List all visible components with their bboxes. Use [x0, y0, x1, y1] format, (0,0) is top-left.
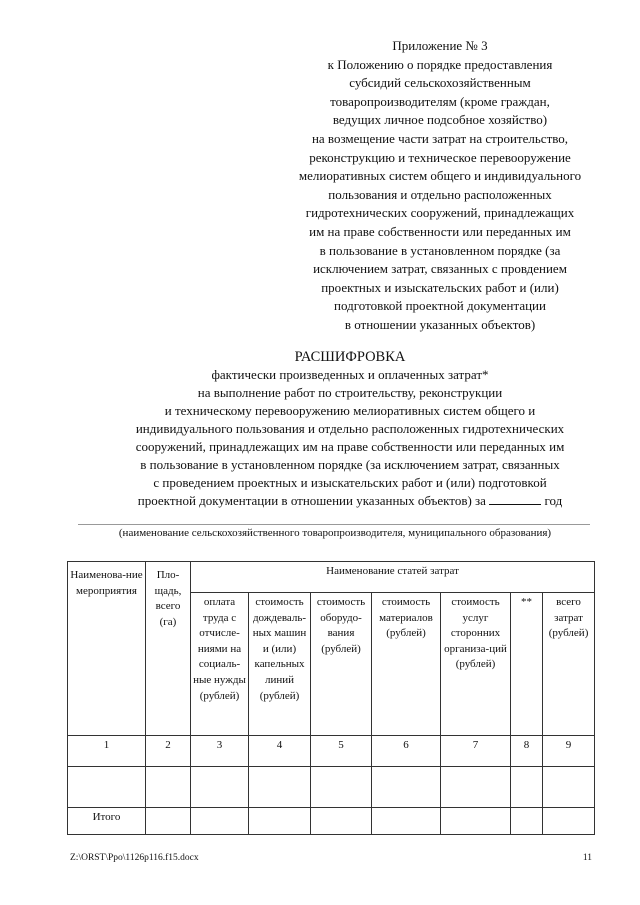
appendix-line: реконструкцию и техническое перевооружение: [309, 149, 571, 165]
footer-file-path: Z:\ORST\Ppo\1126p116.f15.docx: [70, 853, 199, 863]
subtitle-line: с проведением проектных и изыскательских работ и (или) подготовкой: [153, 475, 547, 490]
appendix-line: субсидий сельскохозяйственным: [349, 75, 531, 91]
header-event-name: Наименова-ние мероприятия: [68, 562, 146, 736]
document-title: РАСШИФРОВКА: [294, 349, 406, 365]
column-number: 9: [543, 736, 595, 767]
appendix-line: мелиоративных систем общего и индивидуального: [298, 168, 582, 184]
appendix-line: подготовкой проектной документации: [334, 298, 546, 314]
document-subtitle: [40, 366, 640, 510]
table-cell[interactable]: [311, 808, 372, 835]
table-cell[interactable]: [511, 808, 543, 835]
appendix-line: на возмещение части затрат на строительство,: [311, 130, 569, 146]
header-labor-cost: оплата труда с отчисле-ниями на социаль-ные нужды (рублей): [191, 593, 249, 736]
table-cell[interactable]: [372, 767, 441, 808]
year-blank-field[interactable]: [489, 492, 541, 505]
appendix-line: в отношении указанных объектов): [344, 316, 536, 332]
appendix-line: к Положению о порядке предоставления: [327, 56, 553, 72]
header-other-cost: **: [511, 593, 543, 736]
subtitle-line: и техническому перевооружению мелиоративных систем общего и: [164, 403, 536, 418]
column-number-row: [68, 736, 595, 767]
subtitle-line: сооружений, принадлежащих им на праве собственности или переданных им: [135, 439, 565, 454]
subtitle-line: индивидуального пользования и отдельно расположенных гидротехнических: [135, 421, 565, 436]
subtitle-line: в пользование в установленном порядке (за исключением затрат, связанных: [140, 457, 560, 472]
organization-name-line[interactable]: [78, 524, 590, 525]
column-number: 8: [511, 736, 543, 767]
column-number: 3: [191, 736, 249, 767]
table-cell[interactable]: [146, 808, 191, 835]
table-cell[interactable]: [68, 767, 146, 808]
appendix-line: ведущих личное подсобное хозяйство): [332, 112, 548, 128]
table-cell[interactable]: [543, 808, 595, 835]
header-equipment-cost: стоимость оборудо-вания (рублей): [311, 593, 372, 736]
table-cell[interactable]: [146, 767, 191, 808]
header-sprinkler-cost: стоимость дождеваль-ных машин и (или) капельных линий (рублей): [249, 593, 311, 736]
table-cell[interactable]: [511, 767, 543, 808]
table-cell[interactable]: [191, 808, 249, 835]
subtitle-line: на выполнение работ по строительству, реконструкции: [197, 385, 503, 400]
header-cost-items: Наименование статей затрат: [191, 562, 595, 593]
subtitle-last-line: [40, 492, 640, 510]
table-cell[interactable]: [543, 767, 595, 808]
page-number: 11: [582, 853, 592, 863]
table-cell[interactable]: [372, 808, 441, 835]
column-number: 2: [146, 736, 191, 767]
table-cell[interactable]: [191, 767, 249, 808]
appendix-line: Приложение № 3: [392, 38, 488, 53]
table-cell[interactable]: [441, 767, 511, 808]
appendix-line: товаропроизводителям (кроме граждан,: [330, 93, 550, 109]
table-cell[interactable]: [249, 767, 311, 808]
cost-breakdown-table: [67, 561, 595, 835]
column-number: 4: [249, 736, 311, 767]
table-cell[interactable]: [441, 808, 511, 835]
appendix-line: в пользование в установленном порядке (за: [319, 242, 561, 258]
total-label: Итого: [68, 808, 146, 835]
column-number: 5: [311, 736, 372, 767]
year-label: год: [544, 493, 563, 508]
total-row: [68, 808, 595, 835]
appendix-header: [280, 37, 600, 335]
table-row: [68, 767, 595, 808]
appendix-line: им на праве собственности или переданных им: [309, 223, 571, 239]
subtitle-last-line-text: проектной документации в отношении указанных объектов) за: [137, 493, 486, 508]
table-header-row: [68, 562, 595, 593]
table-cell[interactable]: [311, 767, 372, 808]
column-number: 7: [441, 736, 511, 767]
table-cell[interactable]: [249, 808, 311, 835]
subtitle-line: фактически произведенных и оплаченных затрат*: [211, 367, 489, 382]
organization-caption: (наименование сельскохозяйственного товаропроизводителя, муниципального образования): [118, 527, 552, 539]
appendix-line: пользования и отдельно расположенных: [328, 186, 552, 202]
appendix-line: проектных и изыскательских работ и (или): [321, 279, 559, 295]
header-area: Пло-щадь, всего (га): [146, 562, 191, 736]
column-number: 1: [68, 736, 146, 767]
header-services-cost: стоимость услуг сторонних организа-ций (рублей): [441, 593, 511, 736]
appendix-line: исключением затрат, связанных с провдением: [313, 261, 567, 277]
column-number: 6: [372, 736, 441, 767]
header-total-cost: всего затрат (рублей): [543, 593, 595, 736]
header-materials-cost: стоимость материалов (рублей): [372, 593, 441, 736]
appendix-line: гидротехнических сооружений, принадлежащих: [305, 205, 575, 221]
